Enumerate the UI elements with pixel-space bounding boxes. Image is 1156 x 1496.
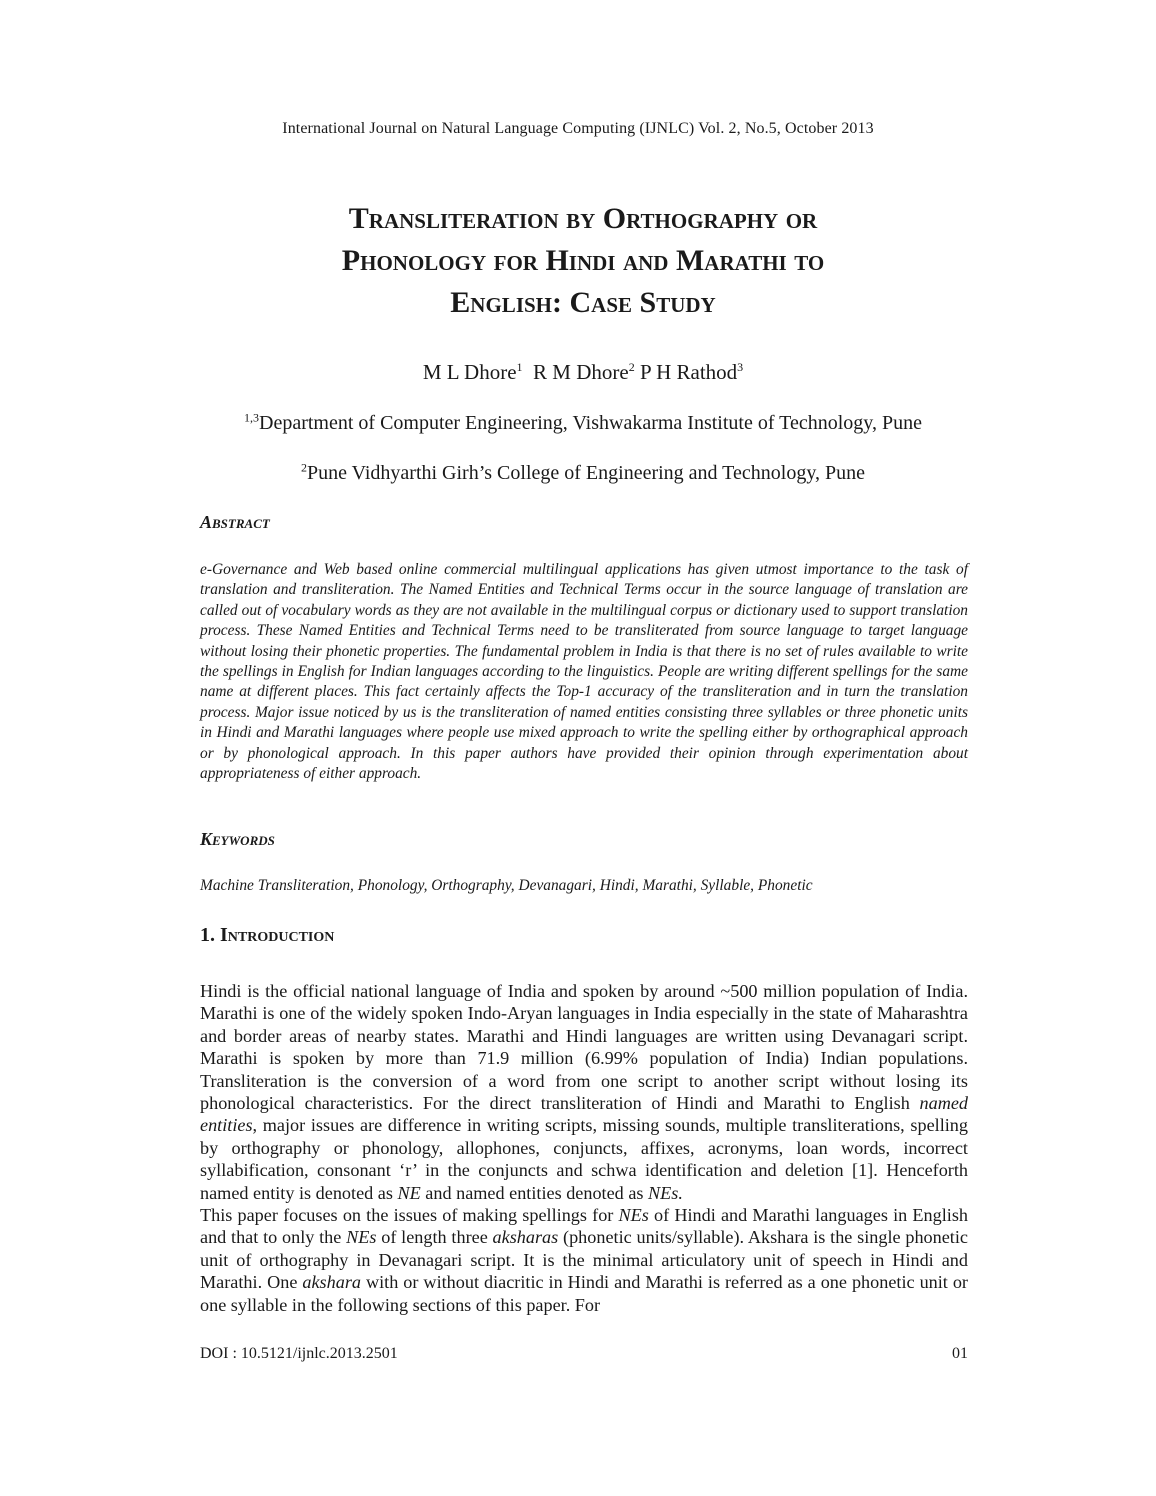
text-run: of Hindi and Marathi languages in English and that to only the [200,1205,968,1248]
affiliation-1 [0,412,1156,435]
introduction-body [200,980,968,1316]
author-name: P H Rathod [639,360,738,384]
introduction-heading: 1. Introduction [200,924,335,946]
page-number: 01 [952,1345,968,1362]
keywords-heading: Keywords [200,829,275,849]
footer-doi: DOI : 10.5121/ijnlc.2013.2501 [200,1345,398,1362]
affiliation-superscript: 1,3 [244,410,259,425]
text-run: of length three [376,1227,493,1248]
abstract-text: e-Governance and Web based online commercial multilingual applications has given utmost importance to the task of translation and transliteration. The Named Entities and Technical Terms occur in the source language of translation are called out of vocabulary words as they are not available in the multilingual corpus or dictionary used to support translation process. These Named Entities and Technical Terms need to be transliterated from source language to target language without losing their phonetic properties. The fundamental problem in India is that there is no set of rules available to write the spellings in English for Indian languages according to the linguistics. People are writing different spellings for the same name at different places. This fact certainly affects the Top-1 accuracy of the transliteration and in turn the translation process. Major issue noticed by us is the transliteration of named entities consisting three syllables or three phonetic units in Hindi and Marathi languages where people use mixed approach to write the spelling either by orthographical approach or by phonological approach. In this paper authors have provided their opinion through experimentation about appropriateness of either approach. [200,561,968,783]
title-line-2: Phonology for Hindi and Marathi to [341,244,825,277]
author-superscript: 3 [737,360,744,374]
emphasis: named entities [200,1093,968,1136]
title-line-3: English: Case Study [450,286,716,319]
author-superscript: 2 [628,360,635,374]
emphasis: NE [397,1182,421,1203]
running-head: International Journal on Natural Language Computing (IJNLC) Vol. 2, No.5, October 2013 [282,120,874,137]
intro-paragraph-2 [200,1204,968,1316]
author-name: M L Dhore [422,360,517,384]
affiliation-2 [0,462,1156,485]
abstract-heading: Abstract [200,512,270,532]
emphasis: NEs [346,1227,377,1248]
author-list [0,360,1156,385]
affiliation-superscript: 2 [300,460,307,475]
intro-paragraph-1 [200,980,968,1204]
emphasis: aksharas [492,1227,559,1248]
text-run: , major issues are difference in writing scripts, missing sounds, multiple transliterations, spelling by orthography or phonology, allophones, conjuncts, affixes, acronyms, loan words, incorrect syllabification, consonant ‘r’ in the conjuncts and schwa identification and deletion [1]. Henceforth named entity is denoted as [200,1115,968,1203]
affiliation-text: Department of Computer Engineering, Vishwakarma Institute of Technology, Pune [259,412,922,434]
keywords-text: Machine Transliteration, Phonology, Orthography, Devanagari, Hindi, Marathi, Syllable, Phonetic [200,877,813,894]
emphasis: akshara [302,1272,361,1293]
text-run: with or without diacritic in Hindi and Marathi is referred as a one phonetic unit or one syllable in the following sections of this paper. For [200,1272,968,1315]
text-run: and named entities denoted as [420,1182,649,1203]
emphasis: NEs. [648,1182,683,1203]
author-superscript: 1 [516,360,523,374]
affiliation-text: Pune Vidhyarthi Girh’s College of Engineering and Technology, Pune [306,462,866,484]
text-run: Hindi is the official national language of India and spoken by around ~500 million population of India. Marathi is one of the widely spoken Indo-Aryan languages in India especially in the state of Maharashtra and border areas of nearby states. Marathi and Hindi languages are written using Devanagari script. Marathi is spoken by more than 71.9 million (6.99% population of India) Indian populations. Transliteration is the conversion of a word from one script to another script without losing its phonological characteristics. For the direct transliteration of Hindi and Marathi to English [200,981,968,1114]
paper-title [178,198,988,324]
text-run: (phonetic units/syllable). Akshara is the single phonetic unit of orthography in Devanagari script. It is the minimal articulatory unit of speech in Hindi and Marathi. One [200,1227,968,1293]
title-line-1: Transliteration by Orthography or [348,202,818,235]
author-name: R M Dhore [533,360,629,384]
text-run: This paper focuses on the issues of making spellings for [200,1205,619,1226]
emphasis: NEs [618,1205,649,1226]
